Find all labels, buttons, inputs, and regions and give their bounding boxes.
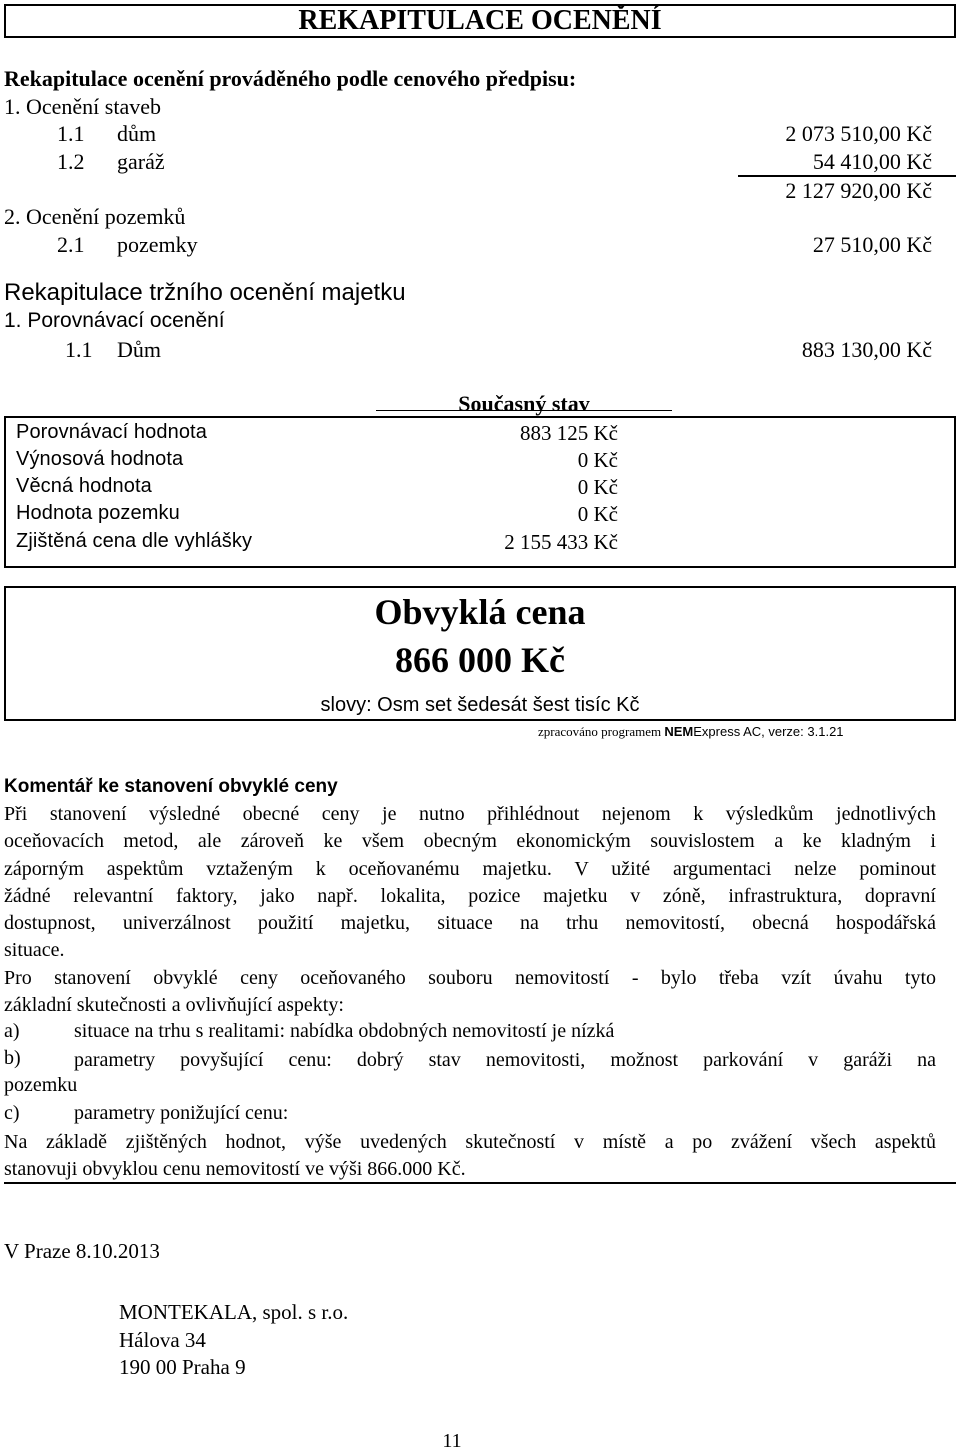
recap-land-label: pozemky: [117, 232, 198, 257]
comment-line: žádné relevantní faktory, jako např. lokalita, pozice majetku v zóně, infrastruktura, dopravní: [4, 885, 936, 907]
list-item-continuation: pozemku: [4, 1074, 78, 1096]
conclusion-line: Na základě zjištěných hodnot, výše uvedených skutečností v místě a po zvážení všech aspektů: [4, 1131, 936, 1153]
software-brand: NEM: [664, 724, 694, 739]
table-row-label: Zjištěná cena dle vyhlášky: [16, 530, 253, 552]
company-name: MONTEKALA, spol. s r.o.: [119, 1300, 349, 1324]
comment-line: situace.: [4, 939, 65, 961]
recap-item-label: garáž: [117, 149, 165, 174]
table-col-header: Současný stav: [458, 391, 590, 416]
recap-subtotal: 2 127 920,00 Kč: [785, 178, 932, 203]
place-date: V Praze 8.10.2013: [4, 1239, 160, 1263]
table-row-label: Výnosová hodnota: [16, 448, 184, 470]
market-section: 1. Porovnávací ocenění: [4, 309, 225, 332]
software-note-rest: Express AC, verze: 3.1.21: [693, 724, 844, 739]
company-city: 190 00 Praha 9: [119, 1355, 246, 1379]
table-row-value: 0 Kč: [577, 475, 618, 499]
list-item-text: situace na trhu s realitami: nabídka obdobných nemovitostí je nízká: [74, 1020, 615, 1042]
company-street: Hálova 34: [119, 1328, 206, 1352]
recap-section-buildings: 1. Ocenění staveb: [4, 94, 161, 119]
list-item-text: parametry ponižující cenu:: [74, 1102, 289, 1124]
table-row-value: 0 Kč: [577, 448, 618, 472]
recap-land-num: 2.1: [57, 232, 85, 257]
list-marker: c): [4, 1102, 20, 1124]
market-item-value: 883 130,00 Kč: [801, 337, 932, 362]
recap-item-value: 54 410,00 Kč: [812, 149, 932, 174]
table-row-value: 0 Kč: [577, 502, 618, 526]
market-item-label: Dům: [117, 337, 161, 362]
recap-section-land: 2. Ocenění pozemků: [4, 204, 186, 229]
comment-para2-line: Pro stanovení obvyklé ceny oceňovaného souboru nemovitostí - bylo třeba vzít úvahu tyto: [4, 967, 936, 989]
software-note-prefix: zpracováno programem: [538, 724, 665, 739]
recap-item-num: 1.1: [57, 121, 85, 146]
recap-heading: Rekapitulace ocenění prováděného podle cenového předpisu:: [4, 66, 577, 91]
usual-price-words: slovy: Osm set šedesát šest tisíc Kč: [320, 694, 640, 716]
page-title-box: [4, 4, 956, 38]
recap-item-value: 2 073 510,00 Kč: [785, 121, 932, 146]
list-marker: b): [4, 1047, 21, 1069]
table-row-label: Porovnávací hodnota: [16, 421, 207, 443]
comment-line: dostupnost, univerzálnost použití majetku, situace na trhu nemovitostí, obecná hospodářská: [4, 912, 936, 934]
comment-bottom-rule: [4, 1182, 956, 1184]
page-title: REKAPITULACE OCENĚNÍ: [298, 5, 662, 36]
comment-heading: Komentář ke stanovení obvyklé ceny: [4, 776, 338, 797]
table-row-value: 883 125 Kč: [520, 421, 618, 445]
comment-para2-line: základní skutečnosti a ovlivňující aspekty:: [4, 994, 344, 1016]
table-row-label: Hodnota pozemku: [16, 502, 180, 524]
recap-land-value: 27 510,00 Kč: [812, 232, 932, 257]
conclusion-line: stanovuji obvyklou cenu nemovitostí ve výši 866.000 Kč.: [4, 1158, 466, 1180]
recap-item-label: dům: [117, 121, 157, 146]
list-marker: a): [4, 1020, 20, 1042]
subtotal-rule: [738, 175, 956, 177]
table-row-label: Věcná hodnota: [16, 475, 152, 497]
table-row-value: 2 155 433 Kč: [504, 530, 618, 554]
list-item-text: parametry povyšující cenu: dobrý stav nemovitosti, možnost parkování v garáži na: [74, 1049, 936, 1071]
market-item-num: 1.1: [65, 337, 93, 362]
comment-line: Při stanovení výsledné obecné ceny je nutno přihlédnout nejenom k výsledkům jednotlivých: [4, 803, 936, 825]
usual-price-amount: 866 000 Kč: [395, 640, 565, 680]
market-heading: Rekapitulace tržního ocenění majetku: [4, 279, 406, 306]
comment-line: oceňovacích metod, ale zároveň ke všem obecným ekonomickým souvislostem a ke kladným i: [4, 830, 936, 852]
software-note: [538, 724, 844, 740]
page-number: 11: [442, 1430, 462, 1452]
comment-line: záporným aspektům vztaženým k oceňovanému majetku. V užité argumentaci nelze pominout: [4, 858, 936, 880]
recap-item-num: 1.2: [57, 149, 85, 174]
usual-price-title: Obvyklá cena: [374, 592, 586, 632]
